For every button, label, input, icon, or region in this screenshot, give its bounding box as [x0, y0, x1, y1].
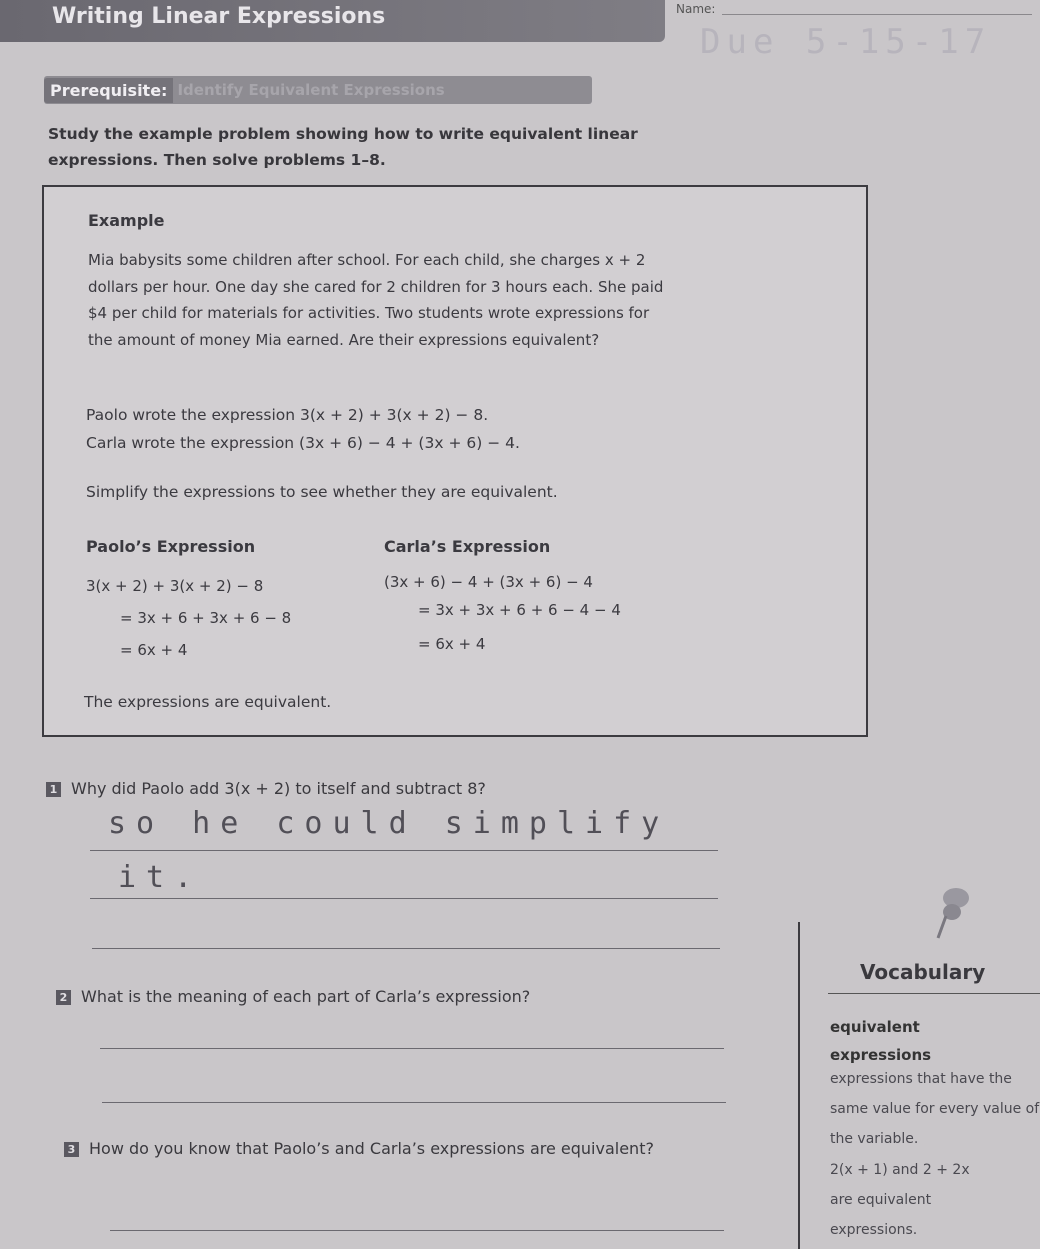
instructions: Study the example problem showing how to write equivalent linear expressions. Then solve problems 1–8.	[48, 125, 638, 169]
pushpin-icon	[930, 884, 976, 940]
question-1	[46, 779, 726, 798]
carla-step: (3x + 6) − 4 + (3x + 6) − 4	[384, 573, 593, 591]
carla-expression-line: Carla wrote the expression (3x + 6) − 4 + (3x + 6) − 4.	[86, 434, 520, 452]
question-number: 3	[64, 1142, 79, 1157]
question-2	[56, 987, 736, 1006]
paolo-heading: Paolo’s Expression	[86, 537, 256, 556]
answer-line[interactable]	[100, 1048, 724, 1049]
answer-line[interactable]	[102, 1102, 726, 1103]
name-field-line[interactable]	[722, 14, 1032, 15]
question-text: What is the meaning of each part of Carla’s expression?	[81, 987, 531, 1006]
name-label: Name:	[676, 2, 716, 16]
vocabulary-term: equivalent expressions	[830, 1018, 932, 1064]
handwritten-due-date: Due 5-15-17	[700, 22, 992, 62]
carla-step: = 3x + 3x + 6 + 6 − 4 − 4	[418, 601, 621, 619]
example-problem: Mia babysits some children after school. For each child, she charges x + 2 dollars per hour. One day she cared for 2 children for 3 hours each. She paid $4 per child for materials for activities. Two students wrote expressions for the amount of money Mia earned. Are their expressions equivalent?	[88, 251, 664, 349]
paolo-expression-line: Paolo wrote the expression 3(x + 2) + 3(x + 2) − 8.	[86, 406, 489, 424]
prerequisite-banner	[44, 76, 592, 104]
vocabulary-example-tail: are equivalent expressions.	[830, 1192, 932, 1238]
example-box	[42, 185, 868, 737]
question-3	[64, 1136, 664, 1162]
question-text: How do you know that Paolo’s and Carla’s expressions are equivalent?	[89, 1139, 654, 1158]
answer-line[interactable]	[90, 850, 718, 851]
example-conclusion: The expressions are equivalent.	[84, 693, 332, 711]
carla-heading: Carla’s Expression	[384, 537, 551, 556]
answer-line[interactable]	[90, 898, 718, 899]
vocabulary-example: 2(x + 1) and 2 + 2x	[830, 1162, 970, 1178]
answer-line[interactable]	[92, 948, 720, 949]
vocabulary-divider	[798, 922, 800, 1249]
page-header	[0, 0, 665, 42]
prerequisite-topic: Identify Equivalent Expressions	[177, 81, 445, 99]
example-title: Example	[88, 211, 165, 230]
vocabulary-title: Vocabulary	[860, 960, 986, 984]
paolo-step: 3(x + 2) + 3(x + 2) − 8	[86, 577, 264, 595]
vocabulary-definition: expressions that have the same value for every value of the variable.	[830, 1071, 1040, 1147]
simplify-prompt: Simplify the expressions to see whether they are equivalent.	[86, 483, 558, 501]
carla-step: = 6x + 4	[418, 635, 486, 653]
vocabulary-underline	[828, 993, 1040, 994]
question-text: Why did Paolo add 3(x + 2) to itself and subtract 8?	[71, 779, 486, 798]
prerequisite-label: Prerequisite:	[44, 78, 173, 103]
question-number: 1	[46, 782, 61, 797]
question-number: 2	[56, 990, 71, 1005]
paolo-step: = 3x + 6 + 3x + 6 − 8	[120, 609, 292, 627]
answer-line[interactable]	[110, 1230, 724, 1231]
paolo-step: = 6x + 4	[120, 641, 188, 659]
page-title: Writing Linear Expressions	[52, 4, 386, 29]
handwritten-answer: it.	[118, 860, 203, 895]
handwritten-answer: so he could simplify	[108, 806, 670, 841]
